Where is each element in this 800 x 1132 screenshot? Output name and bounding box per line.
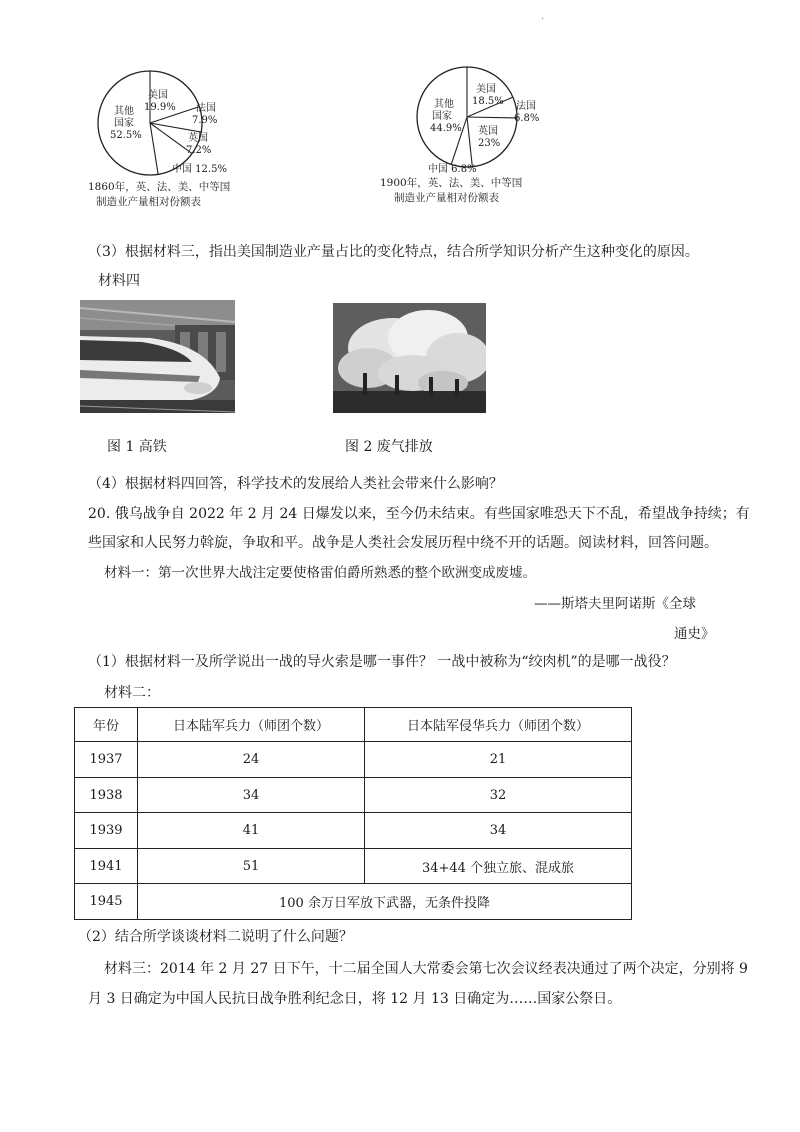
table-cell-year: 1937 xyxy=(75,742,138,778)
material-3-line-1: 材料三：2014 年 2 月 27 日下午，十二届全国人大常委会第七次会议经表决通过了两个决定，分别将 9 xyxy=(104,961,748,977)
question-20-line-1: 20. 俄乌战争自 2022 年 2 月 24 日爆发以来，至今仍未结束。有些国家唯恐天下不乱，希望战争持续；有 xyxy=(88,506,750,522)
table-row xyxy=(75,813,632,849)
pie2-label-cn: 中国 6.8% xyxy=(428,164,477,175)
pie2-label-other-2: 国家 xyxy=(432,111,452,122)
table-cell-surrender: 100 余万日军放下武器，无条件投降 xyxy=(138,884,632,920)
corner-mark: . xyxy=(541,12,544,22)
question-3: （3）根据材料三，指出美国制造业产量占比的变化特点，结合所学知识分析产生这种变化的原因。 xyxy=(88,244,699,260)
question-20-2: （2）结合所学谈谈材料二说明了什么问题？ xyxy=(78,929,353,945)
pie2-value-us: 18.5% xyxy=(472,96,504,107)
pie1-label-us: 美国 xyxy=(148,90,168,101)
table-cell-china: 34+44 个独立旅、混成旅 xyxy=(365,849,632,884)
pie1-label-uk: 英国 xyxy=(188,133,208,144)
pie2-label-fr: 法国 xyxy=(516,101,536,112)
exhaust-emission-photo xyxy=(333,303,486,413)
table-row xyxy=(75,742,632,778)
train-photo-svg xyxy=(80,300,235,413)
material-1-source-line-2: 通史》 xyxy=(674,626,715,642)
pie2-caption-line2: 制造业产量相对份额表 xyxy=(394,192,499,204)
pie2-value-fr: 6.8% xyxy=(514,113,540,124)
pie-1900-svg xyxy=(0,0,800,200)
table-cell-army: 24 xyxy=(138,742,365,778)
table-cell-army: 41 xyxy=(138,813,365,849)
table-cell-year: 1941 xyxy=(75,849,138,884)
pie1-value-us: 19.9% xyxy=(144,102,176,113)
pie1-caption-line1: 1860年，英、法、美、中等国 xyxy=(88,181,231,193)
emission-photo-svg xyxy=(333,303,486,413)
pie1-label-fr: 法国 xyxy=(196,103,216,114)
question-20-1: （1）根据材料一及所学说出一战的导火索是哪一事件？ 一战中被称为“绞肉机”的是哪一战役？ xyxy=(88,654,676,670)
material-4-heading: 材料四 xyxy=(98,273,140,289)
japanese-army-table xyxy=(74,707,632,920)
table-header-row xyxy=(75,708,632,742)
pie2-label-uk: 英国 xyxy=(478,126,498,137)
material-2-heading: 材料二： xyxy=(104,685,160,701)
pie1-value-other: 52.5% xyxy=(110,130,142,141)
table-cell-year: 1938 xyxy=(75,778,138,813)
pie1-caption-line2: 制造业产量相对份额表 xyxy=(96,196,201,208)
table-row xyxy=(75,778,632,813)
table-row xyxy=(75,849,632,884)
pie2-label-other-1: 其他 xyxy=(434,99,454,110)
pie2-caption-line1: 1900年，英、法、美、中等国 xyxy=(380,177,523,189)
table-cell-china: 32 xyxy=(365,778,632,813)
question-20-line-2: 些国家和人民努力斡旋，争取和平。战争是人类社会发展历程中绕不开的话题。阅读材料，回答问题。 xyxy=(88,535,718,551)
table-cell-china: 21 xyxy=(365,742,632,778)
table-cell-year: 1945 xyxy=(75,884,138,920)
pie1-value-uk: 7.2% xyxy=(186,145,212,156)
pie1-label-other-1: 其他 xyxy=(114,106,134,117)
material-1-source-line-1: ——斯塔夫里阿诺斯《全球 xyxy=(534,596,696,612)
pie1-label-other-2: 国家 xyxy=(114,118,134,129)
pie2-value-uk: 23% xyxy=(478,138,501,149)
pie2-value-other: 44.9% xyxy=(430,123,462,134)
table-cell-army: 51 xyxy=(138,849,365,884)
pie1-label-cn: 中国 12.5% xyxy=(172,164,227,175)
pie1-value-fr: 7.9% xyxy=(192,115,218,126)
high-speed-train-photo xyxy=(80,300,235,413)
table-cell-army: 34 xyxy=(138,778,365,813)
table-cell-china: 34 xyxy=(365,813,632,849)
pie2-label-us: 美国 xyxy=(476,84,496,95)
table-row-1945 xyxy=(75,884,632,920)
table-header-china: 日本陆军侵华兵力（师团个数） xyxy=(365,708,632,742)
figure-2-caption: 图 2 废气排放 xyxy=(345,439,433,455)
question-4: （4）根据材料四回答，科学技术的发展给人类社会带来什么影响？ xyxy=(88,476,503,492)
table-header-year: 年份 xyxy=(75,708,138,742)
material-3-line-2: 月 3 日确定为中国人民抗日战争胜利纪念日，将 12 月 13 日确定为……国家公祭日。 xyxy=(88,991,622,1007)
table-header-army: 日本陆军兵力（师团个数） xyxy=(138,708,365,742)
material-1: 材料一：第一次世界大战注定要使格雷伯爵所熟悉的整个欧洲变成废墟。 xyxy=(104,565,536,581)
table-cell-year: 1939 xyxy=(75,813,138,849)
figure-1-caption: 图 1 高铁 xyxy=(107,439,167,455)
